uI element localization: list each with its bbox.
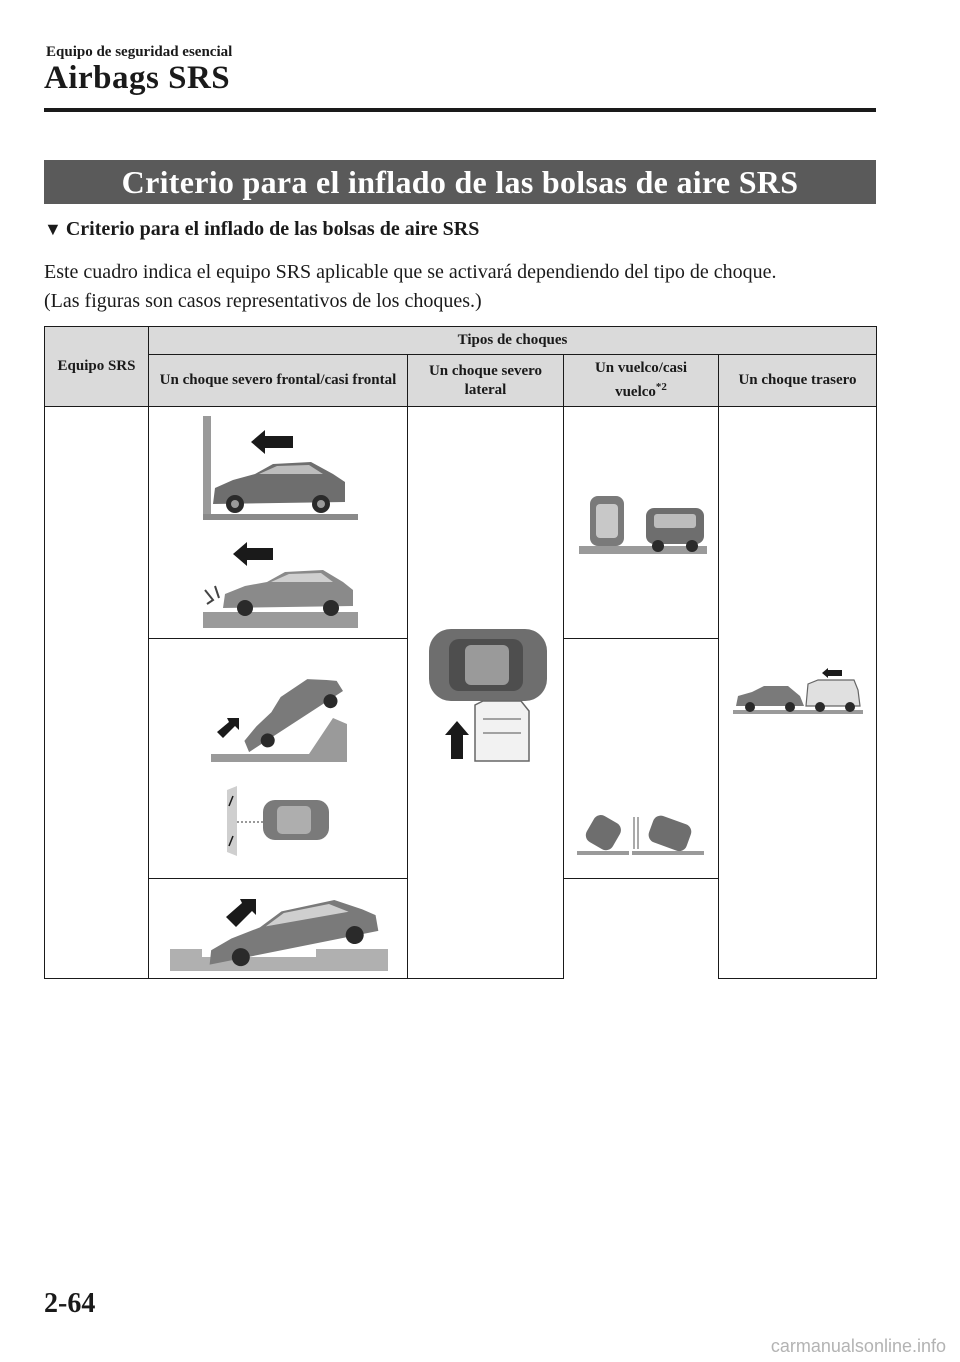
header-equipment: Equipo SRS	[45, 327, 149, 407]
chapter-rule	[44, 108, 876, 112]
car-rollover-side-icon	[574, 488, 709, 558]
section-banner: Criterio para el inflado de las bolsas de aire SRS	[44, 160, 876, 204]
subheading	[44, 218, 479, 241]
car-side-impact-icon	[421, 623, 551, 763]
car-near-rollover-icon	[574, 809, 709, 859]
intro-paragraph	[44, 258, 884, 316]
car-ramp-impact-icon	[203, 662, 353, 762]
intro-line-1: Este cuadro indica el equipo SRS aplicable que se activará dependiendo del tipo de choque.	[44, 261, 777, 283]
criteria-table	[44, 326, 876, 985]
header-frontal: Un choque severo frontal/casi frontal	[149, 355, 408, 407]
subheading-text: Criterio para el inflado de las bolsas de aire SRS	[65, 218, 480, 240]
car-angled-frontal-icon	[223, 786, 333, 856]
chapter-title: Airbags SRS	[44, 60, 231, 96]
cell-rollover-1	[564, 407, 719, 639]
car-rear-impact-icon	[730, 668, 865, 718]
page-number: 2-64	[44, 1288, 96, 1319]
header-rollover: Un vuelco/casi vuelco$^{*2}$	[564, 355, 719, 407]
cell-equipment-empty	[45, 407, 149, 979]
header-lateral: Un choque severo lateral	[408, 355, 564, 407]
car-front-wall-crash-icon	[193, 416, 363, 526]
section-label: Equipo de seguridad esencial	[46, 44, 233, 60]
header-crash-types: Tipos de choques	[149, 327, 877, 355]
watermark: carmanualsonline.info	[770, 1336, 946, 1356]
cell-frontal-1	[149, 407, 408, 639]
car-front-offset-crash-icon	[193, 540, 363, 630]
cell-lateral	[408, 407, 564, 979]
cell-rollover-2	[564, 639, 719, 879]
triangle-down-icon: ▼	[44, 219, 62, 239]
cell-frontal-2	[149, 639, 408, 879]
cell-frontal-3	[149, 879, 408, 979]
intro-line-2: (Las figuras son casos representativos de los choques.)	[44, 290, 482, 312]
header-rear: Un choque trasero	[719, 355, 877, 407]
cell-rear	[719, 407, 877, 979]
car-curb-impact-icon	[166, 887, 391, 971]
